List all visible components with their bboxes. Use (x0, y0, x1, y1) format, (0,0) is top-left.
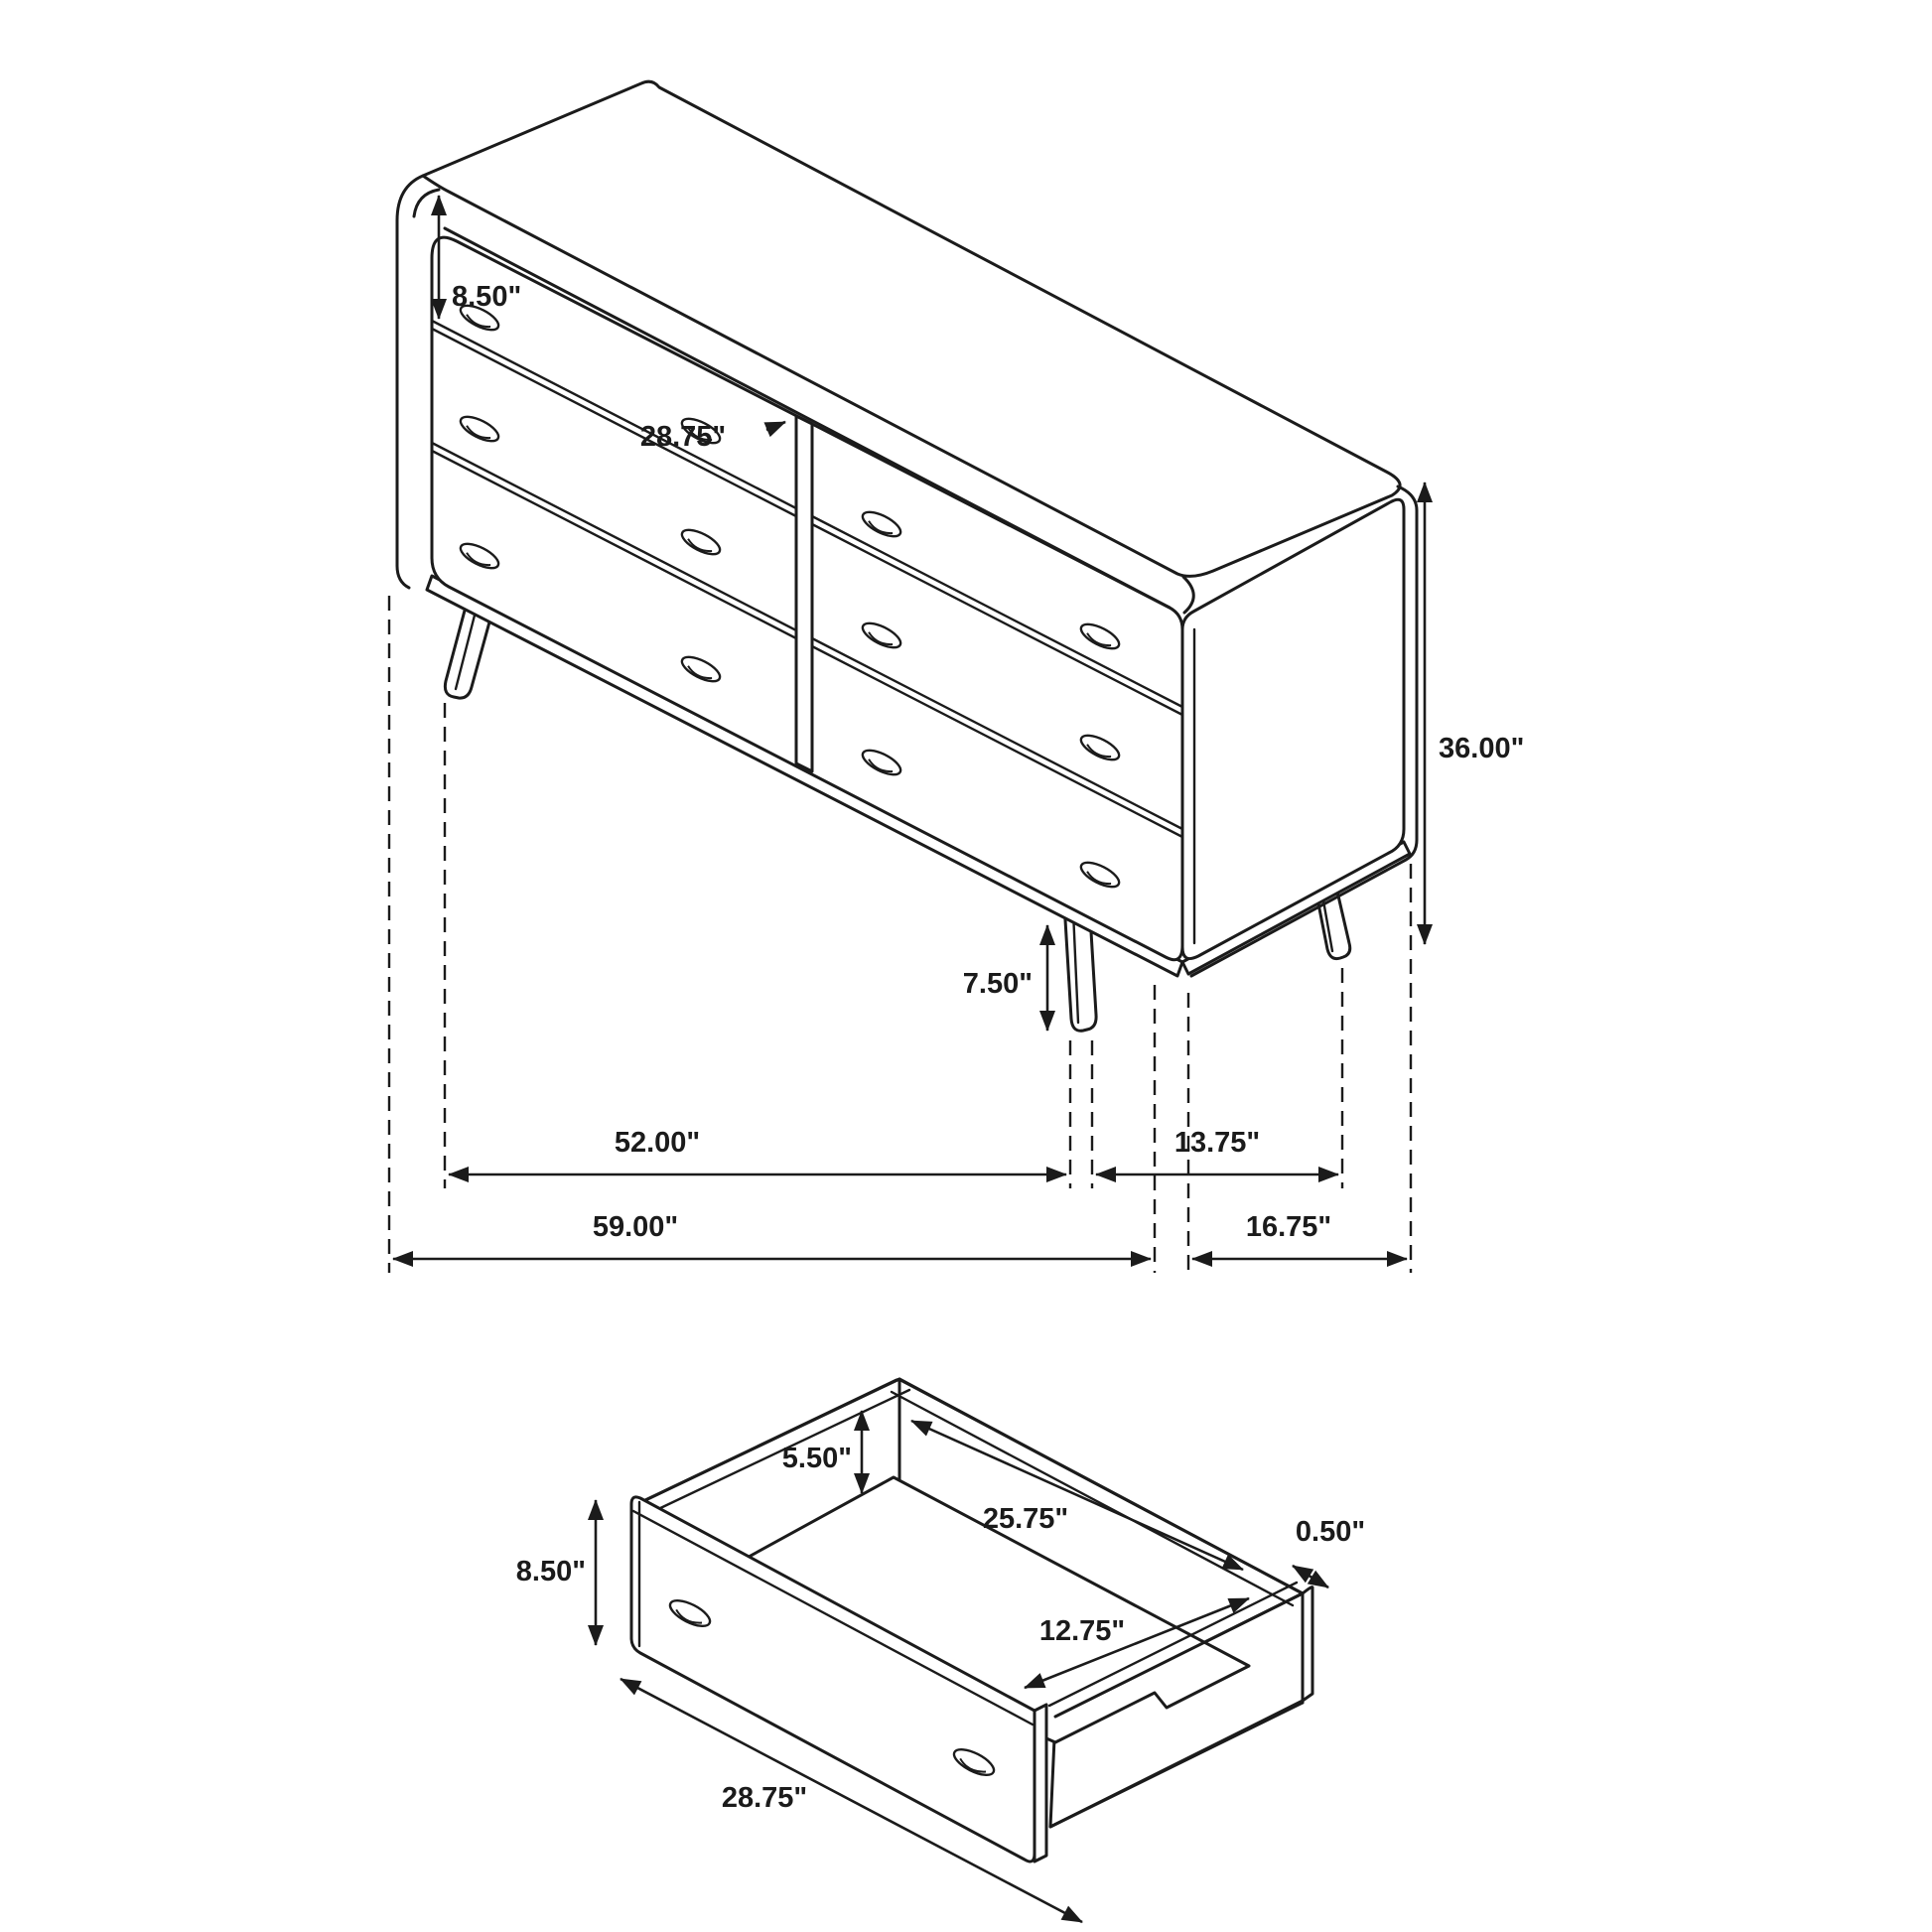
dim-inner-depth-label: 12.75" (1038, 1615, 1126, 1647)
top-front-band-right-arc (1183, 577, 1193, 613)
drawer-detail-view (516, 1379, 1365, 1922)
dim-side-thickness-line (1293, 1566, 1328, 1587)
dim-top-drawer-height-label: 8.50" (452, 281, 522, 313)
dim-leg-height-label: 7.50" (962, 968, 1033, 1000)
dresser-view (389, 81, 1524, 1273)
center-divider (796, 416, 812, 771)
dim-overall-width-label: 59.00" (592, 1211, 679, 1243)
dim-front-width-label: 28.75" (721, 1782, 808, 1814)
drawer-front-panel-side (1035, 1705, 1046, 1862)
dim-overall-depth-label: 16.75" (1245, 1211, 1332, 1243)
dim-side-thickness-label: 0.50" (1295, 1516, 1366, 1548)
dim-inner-height-label: 5.50" (781, 1443, 852, 1474)
left-edge-silhouette (397, 176, 423, 588)
dim-front-leg-span-label: 52.00" (614, 1127, 701, 1159)
dim-overall-height-label: 36.00" (1439, 733, 1525, 764)
dim-side-leg-span-label: 13.75" (1173, 1127, 1261, 1159)
dim-inner-length-label: 25.75" (982, 1503, 1069, 1535)
dim-drawer-width-label: 28.75" (639, 421, 727, 453)
cabinet-body (397, 81, 1417, 976)
dim-drawer-height-label: 8.50" (515, 1556, 586, 1587)
top-front-band-left-hook (414, 190, 439, 216)
